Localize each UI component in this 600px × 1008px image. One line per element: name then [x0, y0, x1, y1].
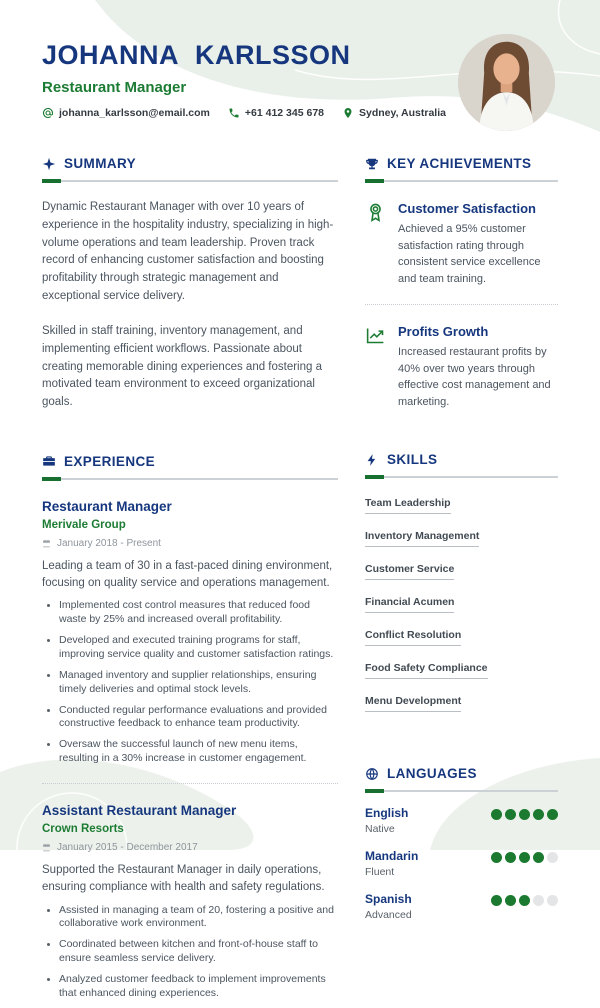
main-columns	[42, 156, 558, 1008]
skill-tag: Customer Service	[365, 563, 454, 580]
languages-header	[365, 766, 558, 781]
achievement-item	[365, 324, 558, 410]
section-divider	[365, 476, 558, 478]
language-name: Mandarin	[365, 849, 419, 863]
contact-text: Sydney, Australia	[359, 107, 446, 119]
summary-section	[42, 156, 338, 412]
achievements-header	[365, 156, 558, 171]
proficiency-dot	[533, 809, 544, 820]
language-info	[365, 849, 418, 878]
achievement-title: Customer Satisfaction	[398, 201, 536, 216]
languages-list	[365, 806, 558, 921]
achievement-body	[398, 201, 558, 287]
section-title: SKILLS	[387, 452, 438, 467]
language-name: English	[365, 806, 409, 820]
languages-section	[365, 766, 558, 921]
proficiency-dot	[491, 809, 502, 820]
section-divider	[42, 478, 338, 480]
proficiency-dot	[519, 852, 530, 863]
left-column	[42, 156, 338, 1008]
job-dates-text: January 2015 - December 2017	[57, 842, 198, 854]
job-bullet: • Managed inventory and supplier relationships, ensuring timely deliveries and optimal stock levels.	[59, 669, 338, 697]
phone-icon	[228, 107, 240, 119]
skill-tag: Food Safety Compliance	[365, 662, 488, 679]
proficiency-dot	[547, 809, 558, 820]
skill-tag: Financial Acumen	[365, 596, 454, 613]
proficiency-dots	[491, 895, 558, 906]
job-bullet: • Developed and executed training programs for staff, improving service quality and customer satisfaction ratings.	[59, 634, 338, 662]
language-info	[365, 892, 412, 921]
proficiency-dot	[505, 852, 516, 863]
achievement-body	[398, 324, 558, 410]
section-title: EXPERIENCE	[64, 453, 156, 469]
proficiency-dot	[547, 852, 558, 863]
job-dates-text: January 2018 - Present	[57, 537, 161, 549]
experience-jobs	[42, 499, 338, 1001]
proficiency-dot	[491, 852, 502, 863]
jobs-divider	[42, 783, 338, 784]
briefcase-icon	[42, 454, 56, 468]
job-dates	[42, 842, 338, 853]
language-info	[365, 806, 408, 835]
skills-section	[365, 452, 558, 724]
summary-paragraphs	[42, 199, 338, 412]
contact-text: +61 412 345 678	[244, 107, 325, 119]
summary-paragraph: Dynamic Restaurant Manager with over 10 years of experience in the hospitality industry, specializing in high-volume operations and team leadership. Proven track record of enhancing customer satisfaction and boosting profitability through strategic management and exceptional service delivery.	[42, 201, 334, 303]
proficiency-dot	[547, 895, 558, 906]
proficiency-dot	[533, 852, 544, 863]
person-job-title: Restaurant Manager	[42, 79, 187, 96]
language-row	[365, 806, 558, 835]
job-role: Assistant Restaurant Manager	[42, 803, 237, 819]
right-column	[365, 156, 558, 1008]
achievement-title: Profits Growth	[398, 324, 489, 339]
job-description: Leading a team of 30 in a fast-paced dining environment, focusing on quality service and operations management.	[42, 559, 333, 590]
summary-paragraph: Skilled in staff training, inventory management, and implementing efficient workflows. Passionate about creating memorable dining experiences and fostering a motivated team environment to exceed organizational goals.	[42, 324, 322, 409]
achievement-text: Achieved a 95% customer satisfaction rating through consistent service excellence and team training.	[398, 223, 541, 285]
proficiency-dot	[519, 809, 530, 820]
job-bullet: • Implemented cost control measures that reduced food waste by 25% and increased overall profitability.	[59, 599, 338, 627]
proficiency-dot	[533, 895, 544, 906]
section-divider	[365, 180, 558, 182]
globe-icon	[365, 767, 379, 781]
sparkle-icon	[42, 157, 56, 171]
summary-header	[42, 156, 338, 171]
section-title: KEY ACHIEVEMENTS	[387, 156, 532, 171]
job-bullet-list	[42, 904, 338, 1001]
language-row	[365, 892, 558, 921]
language-level: Fluent	[365, 866, 395, 878]
skill-tag: Team Leadership	[365, 497, 451, 514]
job-company: Merivale Group	[42, 518, 126, 531]
calendar-icon	[42, 843, 51, 852]
skill-tag: Inventory Management	[365, 530, 479, 547]
achievement-item	[365, 201, 558, 287]
job-bullet: • Oversaw the successful launch of new menu items, resulting in a 30% increase in customer engagement.	[59, 738, 338, 766]
proficiency-dots	[491, 852, 558, 863]
contact-item	[342, 107, 446, 119]
proficiency-dot	[491, 895, 502, 906]
chart-up-icon	[365, 325, 386, 346]
skills-header	[365, 452, 558, 467]
language-row	[365, 849, 558, 878]
skill-tag: Conflict Resolution	[365, 629, 461, 646]
achievements-section	[365, 156, 558, 410]
experience-section	[42, 454, 338, 1001]
proficiency-dot	[519, 895, 530, 906]
section-title: LANGUAGES	[387, 766, 477, 781]
job-bullet: • Conducted regular performance evaluations and provided constructive feedback to enhance team productivity.	[59, 704, 338, 732]
job-bullet-list	[42, 599, 338, 766]
experience-entry	[42, 803, 338, 1001]
achievement-text: Increased restaurant profits by 40% over two years through effective cost management and marketing.	[398, 346, 551, 408]
skill-tag: Menu Development	[365, 695, 461, 712]
contact-item	[42, 107, 210, 119]
person-name: JOHANNA KARLSSON	[42, 40, 351, 70]
at-icon	[42, 107, 54, 119]
section-title: SUMMARY	[64, 156, 137, 171]
calendar-icon	[42, 539, 51, 548]
location-pin-icon	[342, 107, 354, 119]
job-bullet: • Assisted in managing a team of 20, fostering a positive and collaborative work environment.	[59, 904, 338, 932]
job-company: Crown Resorts	[42, 823, 124, 836]
language-name: Spanish	[365, 892, 412, 906]
job-bullet: • Coordinated between kitchen and front-of-house staff to ensure seamless service delivery.	[59, 938, 338, 966]
experience-entry	[42, 499, 338, 766]
section-divider	[365, 790, 558, 792]
profile-photo	[458, 34, 555, 131]
achievements-divider	[365, 304, 558, 305]
experience-header	[42, 454, 338, 469]
section-divider	[42, 180, 338, 182]
job-dates	[42, 538, 338, 549]
trophy-icon	[365, 157, 379, 171]
language-level: Advanced	[365, 909, 412, 921]
lightning-bolt-icon	[365, 453, 379, 467]
skills-list	[365, 493, 558, 724]
proficiency-dots	[491, 809, 558, 820]
language-level: Native	[365, 823, 395, 835]
proficiency-dot	[505, 895, 516, 906]
medal-icon	[365, 202, 386, 223]
achievements-list	[365, 201, 558, 410]
proficiency-dot	[505, 809, 516, 820]
job-description: Supported the Restaurant Manager in daily operations, ensuring compliance with health and safety regulations.	[42, 864, 325, 894]
contact-item	[228, 107, 324, 119]
job-bullet: • Analyzed customer feedback to implement improvements that enhanced dining experiences.	[59, 973, 338, 1001]
contact-text: johanna_karlsson@email.com	[59, 107, 210, 119]
job-role: Restaurant Manager	[42, 498, 172, 514]
